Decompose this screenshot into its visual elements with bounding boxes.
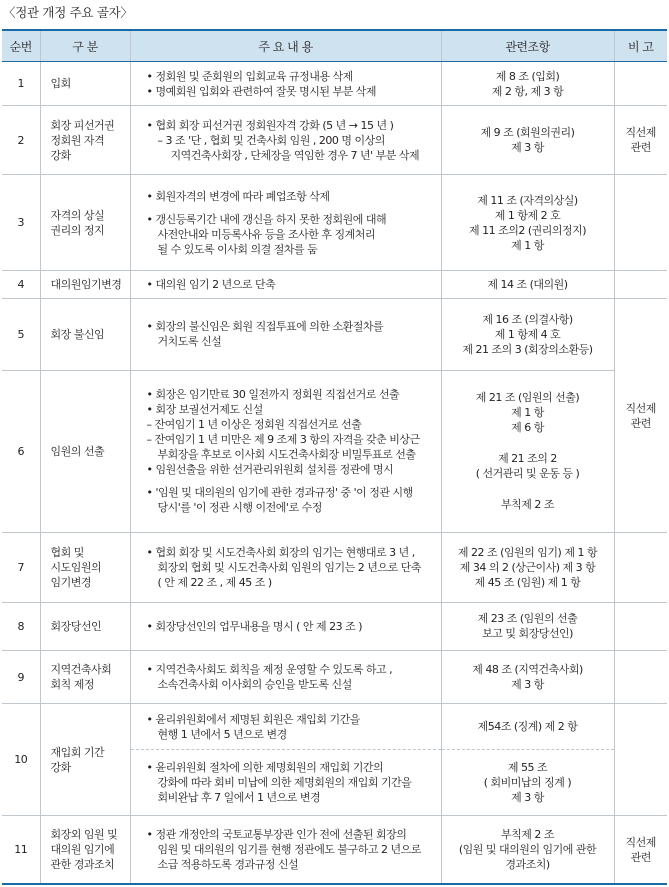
article-line: 제 1 항제 2 호	[494, 208, 561, 222]
content-line: 소속건축사회 이사회의 승인을 받도록 신설	[157, 678, 352, 692]
article-line: 경과조치)	[505, 858, 550, 872]
content-line: 현행 1 년에서 5 년으로 변경	[157, 727, 287, 741]
row-note	[614, 106, 667, 175]
article-line: 제 55 조	[507, 761, 548, 775]
content-line: 임원 및 대의원의 임기를 현행 정관에도 불구하고 2 년으로	[157, 843, 421, 857]
category-line: 권리의 정지	[50, 223, 105, 237]
row-category	[40, 816, 130, 884]
table-row	[2, 271, 667, 299]
header-no: 순번	[2, 30, 40, 62]
content-line: • 협회 회장 피선거권 정회원자격 강화 (5 년 → 15 년 )	[146, 118, 394, 132]
row-number: 4	[2, 271, 40, 299]
category-line: 회장외 임원 및	[50, 828, 118, 842]
article-line: ( 선거관리 및 운동 등 )	[475, 467, 580, 481]
article-line: 제 2 항, 제 3 항	[491, 84, 564, 98]
category-line: 강화	[50, 760, 71, 774]
content-line: • 회원자격의 변경에 따라 폐업조항 삭제	[146, 189, 330, 203]
row-number: 8	[2, 602, 40, 650]
article-line: 보고 및 회장당선인)	[482, 627, 573, 641]
category-line: 시도임원의	[50, 560, 102, 574]
article-line: 제 11 조 (자격의상실)	[477, 193, 578, 207]
article-line: 제 8 조 (입회)	[495, 69, 560, 83]
article-line: 제 21 조의 2	[498, 452, 557, 466]
content-line: 부회장을 후보로 이사회 시도건축사회장 비밀투표로 선출	[157, 448, 416, 462]
row-note	[614, 175, 667, 271]
note-line: 직선제	[625, 126, 656, 140]
header-category: 구 분	[40, 30, 130, 62]
content-line: • 명예회원 입회와 관련하여 잘못 명시된 부분 삭제	[146, 84, 376, 98]
row-category	[40, 175, 130, 271]
table-row	[2, 651, 667, 704]
row-articles	[441, 106, 614, 175]
note-line: 관련	[630, 850, 651, 864]
row-category	[40, 106, 130, 175]
article-line: 부칙제 2 조	[501, 498, 554, 512]
row-number: 7	[2, 532, 40, 602]
article-line: 제 14 조 (대의원)	[487, 278, 568, 292]
row-category	[40, 704, 130, 816]
category-line: 회장 피선거권	[50, 118, 115, 132]
category-line: 임기변경	[50, 575, 92, 589]
row-content	[130, 106, 441, 175]
content-line: • 지역건축사회도 회칙을 제정 운영할 수 있도록 하고 ,	[146, 663, 393, 677]
row-articles	[441, 271, 614, 299]
article-line: 제 1 항	[511, 406, 544, 420]
category-line: 회장 불신임	[50, 327, 105, 341]
category-line: 회칙 제정	[50, 678, 95, 692]
row-note	[614, 602, 667, 650]
category-line: 회장당선인	[50, 619, 102, 633]
article-line: 제 21 조의 3 (회장의소환등)	[462, 342, 593, 356]
content-line: 사전안내와 미등록사유 등을 조사한 후 징계처리	[157, 227, 376, 241]
content-line: 회장외 협회 및 시도건축사회 임원의 임기는 2 년으로 단축	[157, 560, 421, 574]
article-line: 제 11 조의2 (권리의정지)	[468, 223, 587, 237]
row-number: 10	[2, 704, 40, 816]
row-number: 2	[2, 106, 40, 175]
row-category	[40, 602, 130, 650]
category-line: 관한 경과조치	[50, 858, 115, 872]
article-line: 제 23 조 (임원의 선출	[477, 612, 578, 626]
row-articles	[441, 651, 614, 704]
row-note	[614, 816, 667, 884]
row-articles	[441, 175, 614, 271]
content-line: 될 수 있도록 이사회 의결 절차를 둠	[157, 242, 318, 256]
row-content	[130, 651, 441, 704]
table-row	[2, 602, 667, 650]
article-line: 제 3 항	[511, 678, 544, 692]
content-line: • 임원선출을 위한 선거관리위원회 설치를 정관에 명시	[146, 463, 394, 477]
row-articles	[441, 602, 614, 650]
article-line: 제 22 조 (임원의 임기) 제 1 항	[457, 545, 598, 559]
row-content	[130, 175, 441, 271]
category-line: 재입회 기간	[50, 745, 105, 759]
article-line: 제 1 항제 4 호	[494, 327, 561, 341]
row-content	[130, 299, 441, 370]
row-content	[130, 816, 441, 884]
row-note	[614, 271, 667, 299]
content-line: – 잔여임기 1 년 이상은 정회원 직접선거로 선출	[146, 418, 362, 432]
row-articles	[441, 532, 614, 602]
note-line: 관련	[630, 416, 651, 430]
row-note	[614, 299, 667, 532]
content-line: • 갱신등록기간 내에 갱신을 하지 못한 정회원에 대해	[146, 212, 387, 226]
table-row	[2, 106, 667, 175]
category-line: 자격의 상실	[50, 208, 105, 222]
article-line: (임원 및 대의원의 임기에 관한	[458, 843, 597, 857]
article-line: 제 34 의 2 (상근이사) 제 3 항	[459, 560, 596, 574]
table-row	[2, 532, 667, 602]
article-line: 제 16 조 (의결사항)	[482, 312, 573, 326]
content-line: 지역건축사회장 , 단체장을 역임한 경우 7 년' 부분 삭제	[170, 148, 420, 162]
category-line: 정회원 자격	[50, 133, 105, 147]
content-line: – 잔여임기 1 년 미만은 제 9 조제 3 항의 자격을 갖춘 비상근	[146, 433, 420, 447]
content-line: • 회장 보궐선거제도 신설	[146, 403, 263, 417]
table-row	[2, 175, 667, 271]
row-content	[130, 370, 441, 532]
note-line: 관련	[630, 141, 651, 155]
row-content	[130, 602, 441, 650]
row-content	[130, 704, 441, 750]
category-line: 지역건축사회	[50, 663, 112, 677]
content-line: • 대의원 임기 2 년으로 단축	[146, 278, 276, 292]
table-row	[2, 299, 667, 370]
row-content	[130, 271, 441, 299]
note-line: 직선제	[625, 401, 656, 415]
table-row	[2, 62, 667, 106]
content-line: • 윤리위원회 절차에 의한 제명회원의 재입회 기간의	[146, 761, 384, 775]
table-row	[2, 704, 667, 750]
header-content: 주 요 내 용	[130, 30, 441, 62]
content-line: • 회장은 임기만료 30 일전까지 정회원 직접선거로 선출	[146, 388, 400, 402]
row-number: 5	[2, 299, 40, 370]
article-line: 제 21 조 (임원의 선출)	[475, 391, 580, 405]
table-row	[2, 816, 667, 884]
note-line: 직선제	[625, 835, 656, 849]
content-line: • 협회 회장 및 시도건축사회 회장의 임기는 현행대로 3 년 ,	[146, 545, 415, 559]
article-line: 제 48 조 (지역건축사회)	[472, 663, 583, 677]
row-number: 3	[2, 175, 40, 271]
row-note	[614, 651, 667, 704]
article-line: 제 6 항	[511, 421, 544, 435]
category-line: 임원의 선출	[50, 444, 105, 458]
row-category	[40, 532, 130, 602]
row-category	[40, 271, 130, 299]
content-line: 소급 적용하도록 경과규정 신설	[157, 858, 299, 872]
table-row	[2, 370, 667, 532]
row-content	[130, 532, 441, 602]
content-line: – 3 조 '단 , 협회 및 건축사회 임원 , 200 명 이상의	[157, 133, 385, 147]
content-line: 거치도록 신설	[157, 335, 222, 349]
table-caption: 〈정관 개정 주요 골자〉	[3, 5, 133, 20]
category-line: 대의원 임기에	[50, 843, 115, 857]
row-number: 1	[2, 62, 40, 106]
row-number: 11	[2, 816, 40, 884]
category-line: 대의원임기변경	[50, 278, 122, 292]
article-line: 제 3 항	[511, 791, 544, 805]
row-articles	[441, 704, 614, 750]
row-category	[40, 62, 130, 106]
article-line: 제54조 (징계) 제 2 항	[477, 720, 578, 734]
content-line: • 회장의 불신임은 회원 직접투표에 의한 소환절차를	[146, 320, 384, 334]
row-articles	[441, 62, 614, 106]
row-articles	[441, 299, 614, 370]
row-content	[130, 62, 441, 106]
row-number: 9	[2, 651, 40, 704]
row-articles	[441, 816, 614, 884]
article-line: 제 9 조 (회원의권리)	[480, 126, 575, 140]
content-line: • 정회원 및 준회원의 입회교육 규정내용 삭제	[146, 69, 353, 83]
row-articles	[441, 370, 614, 532]
row-note	[614, 532, 667, 602]
row-note	[614, 704, 667, 816]
content-line: 강화에 따라 회비 미납에 의한 제명회원의 재입회 기간을	[157, 776, 412, 790]
row-content	[130, 750, 441, 816]
content-line: 당시'를 '이 정관 시행 이전에'로 수정	[157, 501, 322, 515]
row-note	[614, 62, 667, 106]
row-number: 6	[2, 370, 40, 532]
header-articles: 관련조항	[441, 30, 614, 62]
content-line: • 정관 개정안의 국토교통부장관 인가 전에 선출된 회장의	[146, 828, 407, 842]
category-line: 입회	[50, 77, 71, 91]
content-line: • 회장당선인의 업무내용을 명시 ( 안 제 23 조 )	[146, 619, 363, 633]
row-articles	[441, 750, 614, 816]
article-line: ( 회비미납의 징계 )	[483, 776, 572, 790]
category-line: 협회 및	[50, 545, 84, 559]
article-line: 제 3 항	[511, 141, 544, 155]
article-line: 부칙제 2 조	[501, 828, 554, 842]
header-row	[2, 30, 667, 62]
article-line: 제 45 조 (임원) 제 1 항	[474, 575, 581, 589]
content-line: • 윤리위원회에서 제명된 회원은 재입회 기간을	[146, 712, 360, 726]
content-line: ( 안 제 22 조 , 제 45 조 )	[157, 575, 272, 589]
row-category	[40, 370, 130, 532]
article-line: 제 1 항	[511, 238, 544, 252]
amendment-table	[2, 29, 667, 885]
row-category	[40, 299, 130, 370]
category-line: 강화	[50, 148, 71, 162]
header-note: 비 고	[614, 30, 667, 62]
row-category	[40, 651, 130, 704]
content-line: 회비완납 후 7 일에서 1 년으로 변경	[157, 791, 321, 805]
content-line: • '임원 및 대의원의 임기에 관한 경과규정' 중 '이 정관 시행	[146, 486, 413, 500]
